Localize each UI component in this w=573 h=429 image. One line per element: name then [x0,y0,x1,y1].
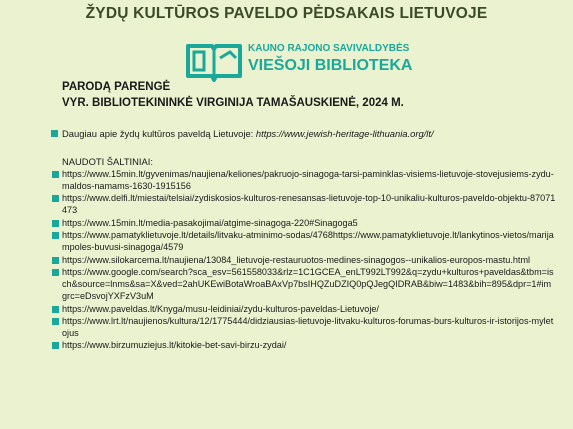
bullet-icon [52,232,59,239]
source-link[interactable]: https://www.pamatyklietuvoje.lt/details/litvaku-atminimo-sodas/4768https://www.pamatyklietuvoje.lt/lankytinos-vietos/marijampoles-buvusi-sinagoga/4579 [62,230,554,253]
credit-author: VYR. BIBLIOTEKININKĖ VIRGINIJA TAMAŠAUSKIENĖ, 2024 M. [62,97,404,109]
info-link[interactable]: https://www.jewish-heritage-lithuania.org/lt/ [255,128,434,139]
bullet-icon [52,257,59,264]
info-line [51,128,551,140]
source-link[interactable]: https://www.15min.lt/media-pasakojimai/atgime-sinagoga-220#Sinagoga5 [62,217,358,228]
list-item [51,340,556,352]
list-item [51,218,556,230]
source-link[interactable]: https://www.lrt.lt/naujienos/kultura/12/1775444/didziausias-lietuvoje-litvaku-kulturos-forumas-burs-kulturos-ir-istorijos-myletojus [62,316,554,338]
sources-heading: NAUDOTI ŠALTINIAI: [62,156,153,167]
source-link[interactable]: https://www.paveldas.lt/Knyga/musu-leidiniai/zydu-kulturos-paveldas-Lietuvoje/ [62,303,379,314]
bullet-icon [52,318,59,325]
credit-heading: PARODĄ PARENGĖ [62,81,171,93]
bullet-icon [52,220,59,227]
info-text: Daugiau apie žydų kultūros paveldą Lietuvoje: [62,128,256,139]
list-item [51,316,556,340]
bullet-icon [52,342,59,349]
list-item [51,267,556,303]
logo-subtitle: KAUNO RAJONO SAVIVALDYBĖS [248,43,410,54]
source-link[interactable]: https://www.silokarcema.lt/naujiena/13084_lietuvoje-restauruotos-medines-sinagogos--unikalios-europos-mastu.html [62,254,531,265]
list-item [51,255,556,267]
bullet-icon [52,306,59,313]
open-book-icon [184,38,244,84]
sources-list [51,169,556,353]
source-link[interactable]: https://www.15min.lt/gyvenimas/naujiena/keliones/pakruojo-sinagoga-tarsi-paminklas-visiems-lietuvoje-stovejusiems-zydu-maldos-namams-1630-1915156 [62,169,554,191]
source-link[interactable]: https://www.delfi.lt/miestai/telsiai/zydiskosios-kulturos-renesansas-lietuvoje-top-10-unikaliu-kulturos-paveldo-objektu-87071473 [62,193,556,216]
list-item [51,230,556,254]
bullet-icon [51,130,58,137]
page-title: ŽYDŲ KULTŪROS PAVELDO PĖDSAKAIS LIETUVOJE [85,5,488,22]
bullet-icon [52,195,59,202]
source-link[interactable]: https://www.google.com/search?sca_esv=561558033&rlz=1C1GCEA_enLT992LT992&q=zydu+kulturos+paveldas&tbm=isch&source=lnms&sa=X&ved=2ahUKEwiBotaWroaBAxVp7bsIHQZuDZIQ0pQJegQIDRAB&biw=1483&bih=895&dpr=1#imgrc=eDsvojYXFzV3uM [62,267,554,302]
list-item [51,169,556,193]
list-item [51,304,556,316]
list-item [51,193,556,217]
library-logo [184,38,424,84]
source-link[interactable]: https://www.birzumuziejus.lt/kitokie-bet-savi-birzu-zydai/ [62,340,287,351]
bullet-icon [52,171,59,178]
logo-name: VIEŠOJI BIBLIOTEKA [248,57,413,74]
bullet-icon [52,269,59,276]
